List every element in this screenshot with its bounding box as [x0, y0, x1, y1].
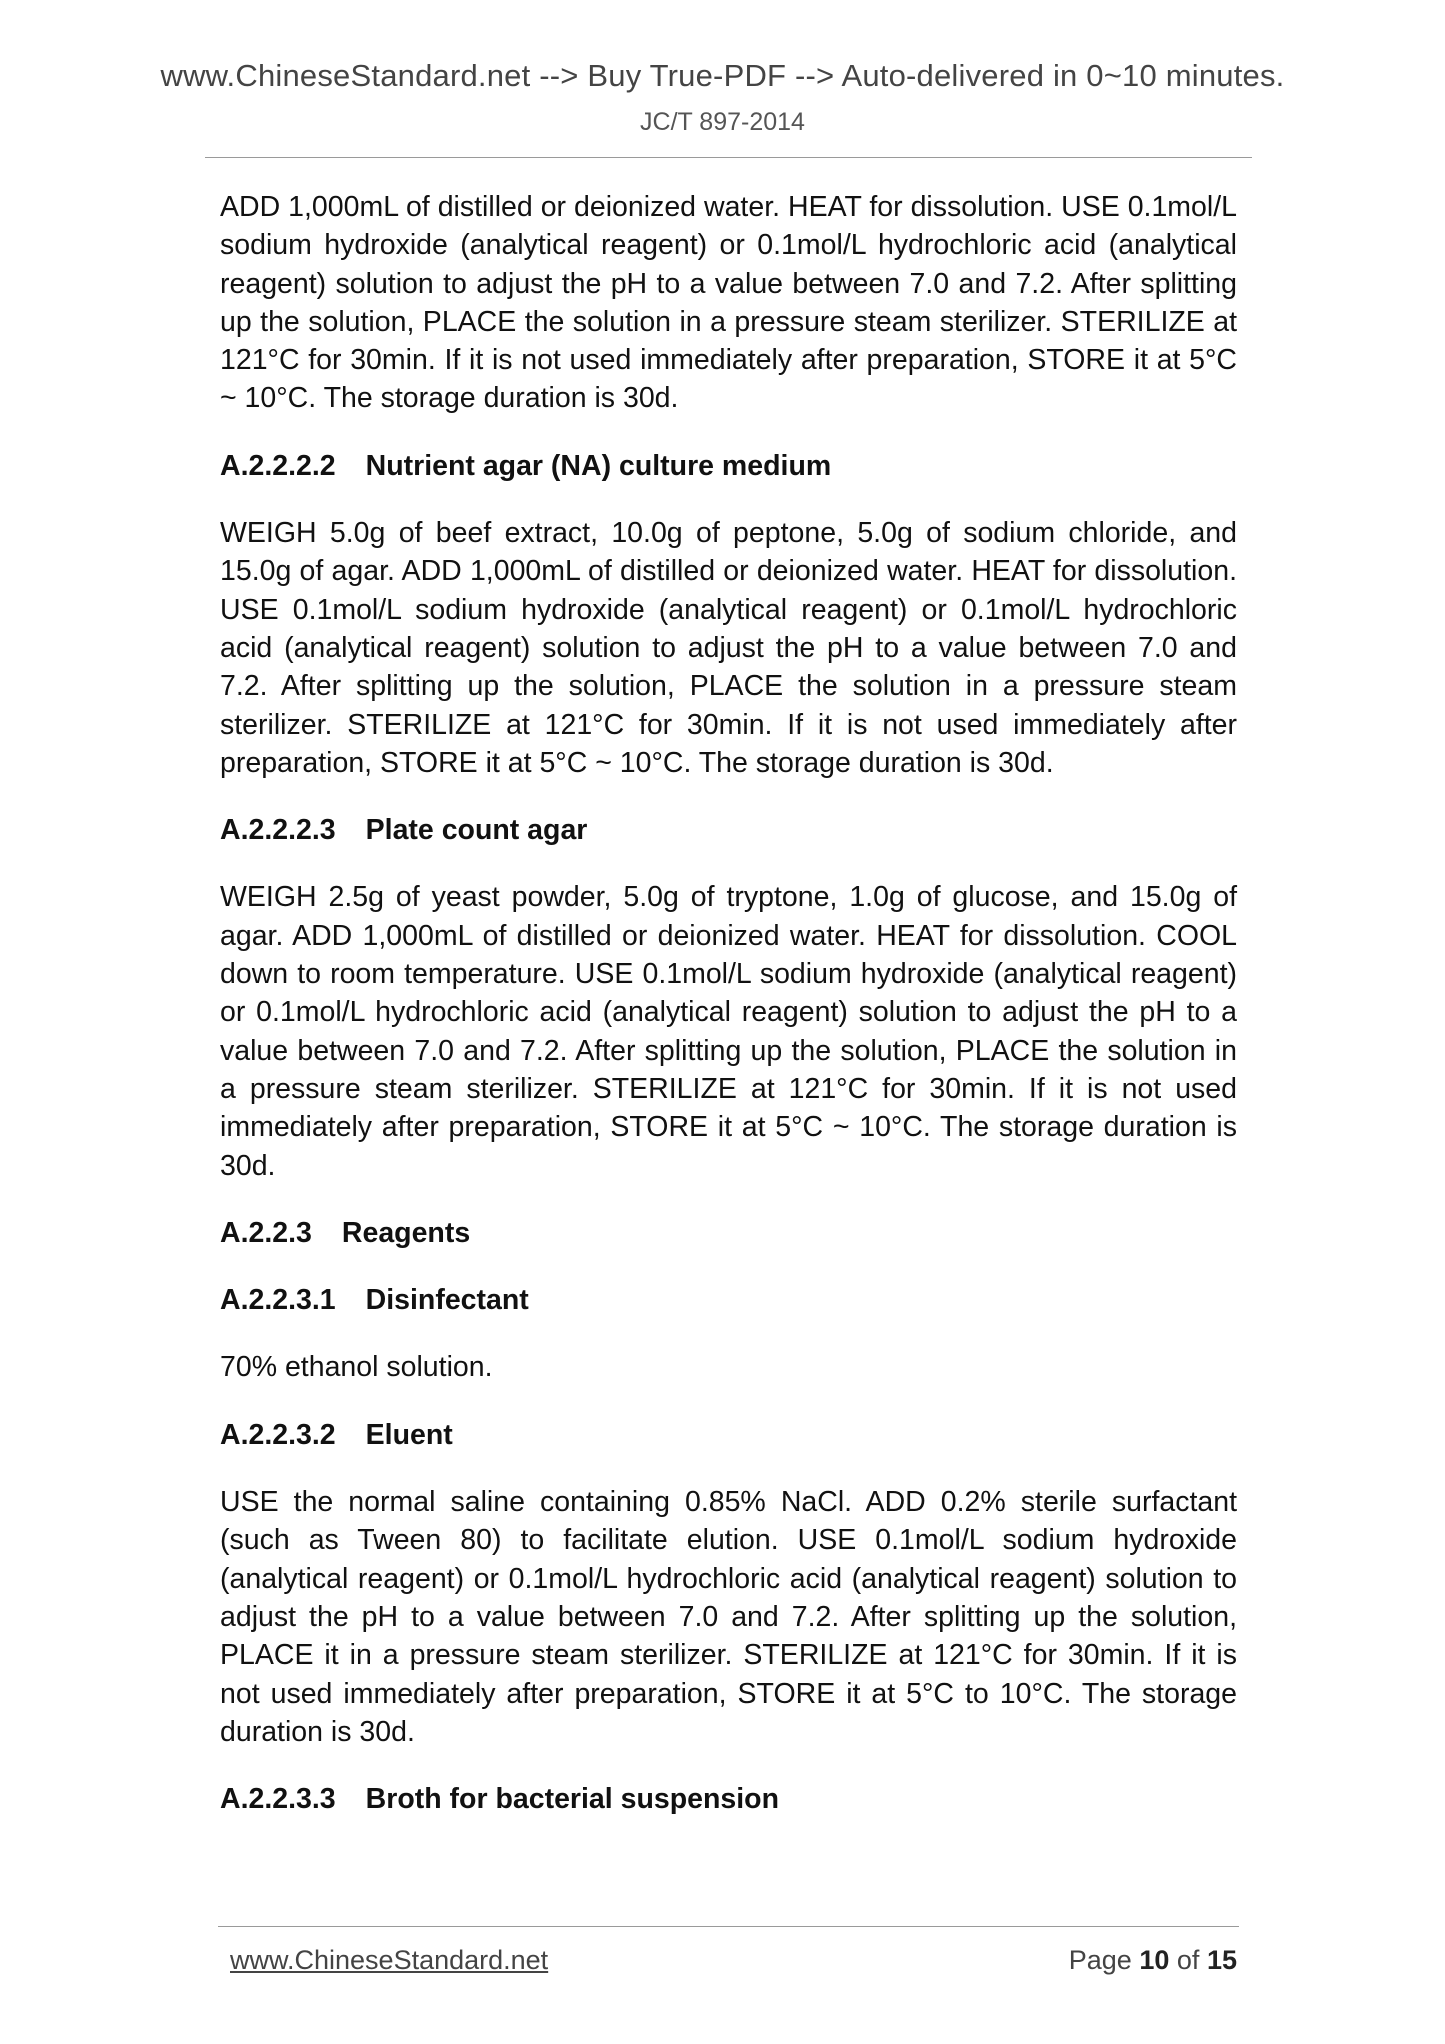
page-banner: www.ChineseStandard.net --> Buy True-PDF --> Auto-delivered in 0~10 minutes. — [160, 58, 1285, 93]
section-title: Plate count agar — [365, 814, 588, 847]
section-heading — [220, 1780, 1237, 1818]
section-title: Reagents — [341, 1216, 471, 1249]
paragraph: WEIGH 2.5g of yeast powder, 5.0g of tryptone, 1.0g of glucose, and 15.0g of agar. ADD 1,000mL of distilled or deionized water. HEAT for dissolution. COOL down to room temperature. USE 0.1mol/L sodium hydroxide (analytical reagent) or 0.1mol/L hydrochloric acid (analytical reagent) solution to adjust the pH to a value between 7.0 and 7.2. After splitting up the solution, PLACE the solution in a pressure steam sterilizer. STERILIZE at 121°C for 30min. If it is not used immediately after preparation, STORE it at 5°C ~ 10°C. The storage duration is 30d. — [220, 881, 1237, 1182]
paragraph: 70% ethanol solution. — [220, 1351, 493, 1384]
section-title: Eluent — [365, 1418, 453, 1451]
page-of: of — [1176, 1945, 1200, 1975]
section-number: A.2.2.3.3 — [220, 1783, 336, 1816]
section-number: A.2.2.3 — [220, 1216, 312, 1249]
section-number: A.2.2.3.2 — [220, 1418, 336, 1451]
paragraph: WEIGH 5.0g of beef extract, 10.0g of peptone, 5.0g of sodium chloride, and 15.0g of agar. ADD 1,000mL of distilled or deionized water. HEAT for dissolution. USE 0.1mol/L sodium hydroxide (analytical reagent) or 0.1mol/L hydrochloric acid (analytical reagent) solution to adjust the pH to a value between 7.0 and 7.2. After splitting up the solution, PLACE the solution in a pressure steam sterilizer. STERILIZE at 121°C for 30min. If it is not used immediately after preparation, STORE it at 5°C ~ 10°C. The storage duration is 30d. — [220, 517, 1237, 779]
document-body — [220, 188, 1237, 1847]
section-heading — [220, 1214, 1237, 1252]
section-title: Disinfectant — [365, 1284, 529, 1317]
paragraph: USE the normal saline containing 0.85% NaCl. ADD 0.2% sterile surfactant (such as Tween 80) to facilitate elution. USE 0.1mol/L sodium hydroxide (analytical reagent) or 0.1mol/L hydrochloric acid (analytical reagent) solution to adjust the pH to a value between 7.0 and 7.2. After splitting up the solution, PLACE it in a pressure steam sterilizer. STERILIZE at 121°C for 30min. If it is not used immediately after preparation, STORE it at 5°C to 10°C. The storage duration is 30d. — [220, 1486, 1237, 1748]
page-indicator — [1069, 1945, 1237, 1976]
page-current: 10 — [1139, 1945, 1170, 1975]
paragraph: ADD 1,000mL of distilled or deionized water. HEAT for dissolution. USE 0.1mol/L sodium hydroxide (analytical reagent) or 0.1mol/L hydrochloric acid (analytical reagent) solution to adjust the pH to a value between 7.0 and 7.2. After splitting up the solution, PLACE the solution in a pressure steam sterilizer. STERILIZE at 121°C for 30min. If it is not used immediately after preparation, STORE it at 5°C ~ 10°C. The storage duration is 30d. — [220, 191, 1237, 415]
section-number: A.2.2.2.3 — [220, 814, 336, 847]
header-divider — [205, 157, 1252, 158]
section-heading — [220, 1416, 1237, 1454]
document-code: JC/T 897-2014 — [640, 108, 805, 136]
page-total: 15 — [1206, 1945, 1237, 1975]
section-heading — [220, 811, 1237, 849]
section-heading — [220, 1281, 1237, 1319]
section-title: Nutrient agar (NA) culture medium — [365, 449, 832, 482]
section-number: A.2.2.3.1 — [220, 1284, 336, 1317]
section-title: Broth for bacterial suspension — [365, 1783, 779, 1816]
section-number: A.2.2.2.2 — [220, 449, 336, 482]
section-heading — [220, 447, 1237, 485]
footer-divider — [218, 1926, 1239, 1927]
page-prefix: Page — [1068, 1945, 1132, 1975]
footer-site-link[interactable]: www.ChineseStandard.net — [230, 1945, 549, 1975]
